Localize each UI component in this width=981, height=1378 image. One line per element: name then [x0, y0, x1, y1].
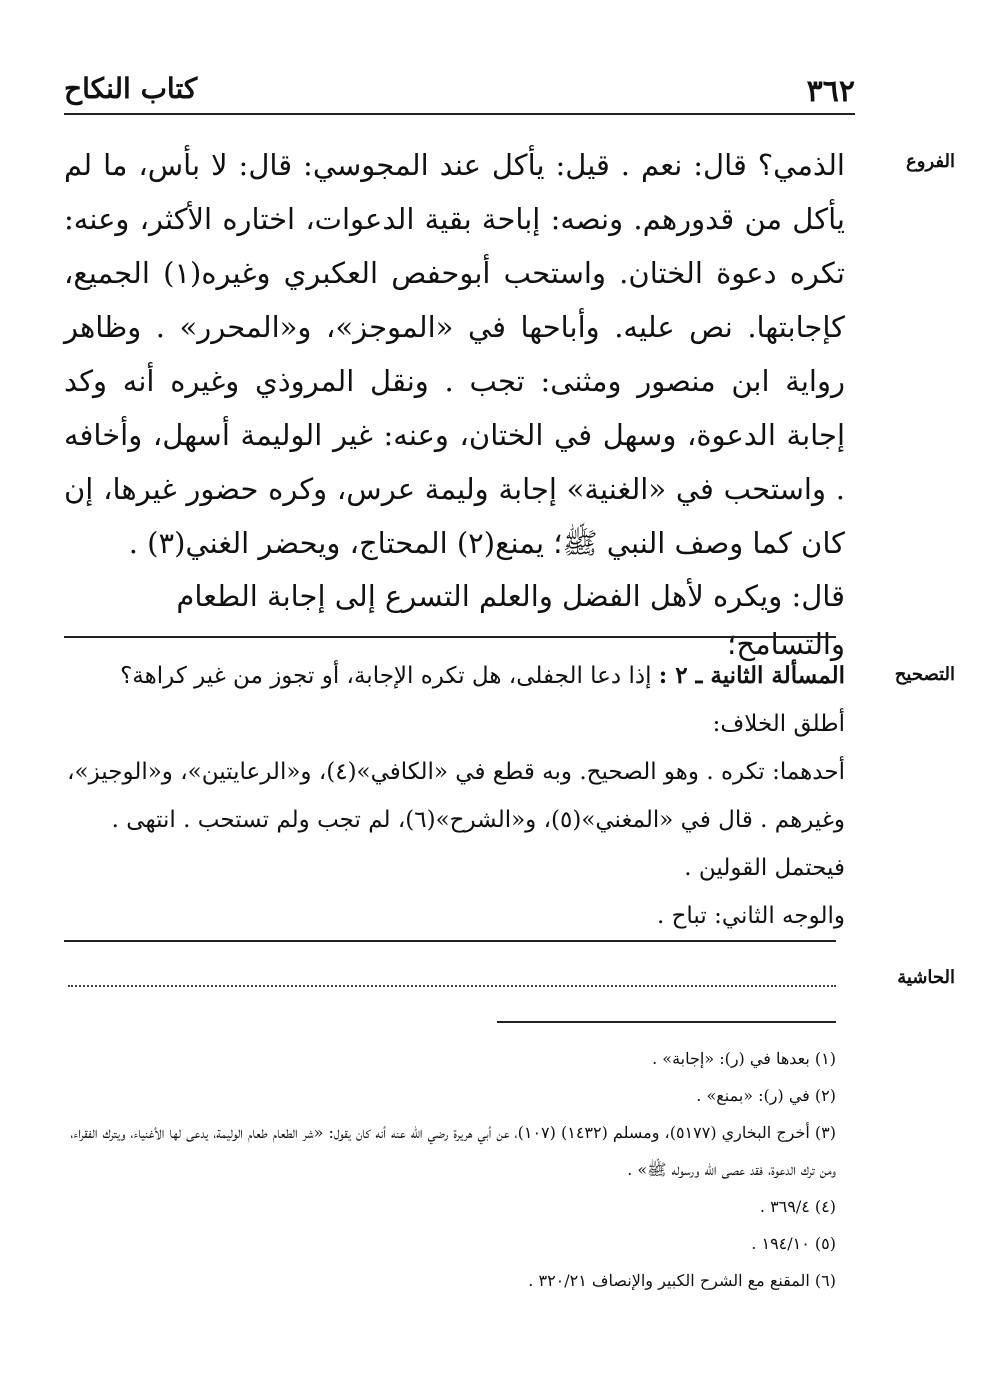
footnote-item: (٢) في (ر): «بمنع» .	[696, 1086, 836, 1105]
book-title: كتاب النكاح	[64, 72, 198, 105]
tashih-issue-label: المسألة الثانية ـ ٢ :	[658, 662, 845, 689]
footnote-item: (٤) ٣٦٩/٤ .	[759, 1197, 836, 1216]
section-label-tashih: التصحيح	[894, 664, 955, 685]
section-label-hashiya: الحاشية	[897, 967, 955, 988]
furu-closing-line: قال: ويكره لأهل الفضل والعلم التسرع إلى إجابة الطعام والتسامح؛	[176, 579, 845, 661]
tashih-issue-text: إذا دعا الجفلى، هل تكره الإجابة، أو تجوز من غير كراهة؟	[120, 663, 652, 689]
section-label-furu: الفروع	[906, 151, 955, 172]
tashih-line-4: والوجه الثاني: تباح .	[656, 903, 845, 929]
footnote-item: (٣) أخرج البخاري (٥١٧٧)، ومسلم (١٤٣٢) (١٠٧)، عن أبي هريرة رضي الله عنه أنه كان يقول: «شر الطعام طعام الوليمة، يدعى لها الأغنياء، ويترك الفقراء، ومن ترك الدعوة، فقد عصى الله ورسوله ﷺ» .	[70, 1123, 836, 1179]
furu-text: الذمي؟ قال: نعم . قيل: يأكل عند المجوسي: قال: لا بأس، ما لم يأكل من قدورهم. ونصه: إباحة بقية الدعوات، اختاره الأكثر، وعنه: تكره دعوة الختان. واستحب أبوحفص العكبري وغيره(١) الجميع، كإجابتها. نص عليه. وأباحها في «الموجز»، و«المحرر» . وظاهر رواية ابن منصور ومثنى: تجب . ونقل المروذي وغيره أنه وكد إجابة الدعوة، وسهل في الختان، وعنه: غير الوليمة أسهل، وأخافه . واستحب في «الغنية» إجابة وليمة عرس، وكره حضور غيرها، إن كان كما وصف النبي ﷺ؛ يمنع(٢) المحتاج، ويحضر الغني(٣) .	[64, 148, 845, 560]
page-number: ٣٦٢	[806, 74, 855, 109]
page-header	[64, 58, 855, 115]
tashih-issue-line	[64, 652, 845, 700]
tashih-block	[64, 652, 845, 940]
hashiya-dotted-line	[68, 985, 836, 987]
footnote-item: (٦) المقنع مع الشرح الكبير والإنصاف ٣٢٠/٢١ .	[528, 1271, 836, 1290]
tashih-line-3: أحدهما: تكره . وهو الصحيح. وبه قطع في «الكافي»(٤)، و«الرعايتين»، و«الوجيز»، وغيرهم . قال في «المغني»(٥)، و«الشرح»(٦)، لم تجب ولم تستحب . انتهى . فيحتمل القولين .	[67, 759, 845, 881]
section-divider-bottom	[64, 940, 836, 942]
footnotes	[64, 1040, 836, 1299]
footnote-rule	[497, 1021, 836, 1023]
tashih-line-2: أطلق الخلاف:	[712, 711, 845, 737]
footnote-item: (١) بعدها في (ر): «إجابة» .	[652, 1049, 836, 1068]
section-divider	[64, 636, 836, 638]
footnote-item: (٥) ١٩٤/١٠ .	[751, 1234, 836, 1253]
